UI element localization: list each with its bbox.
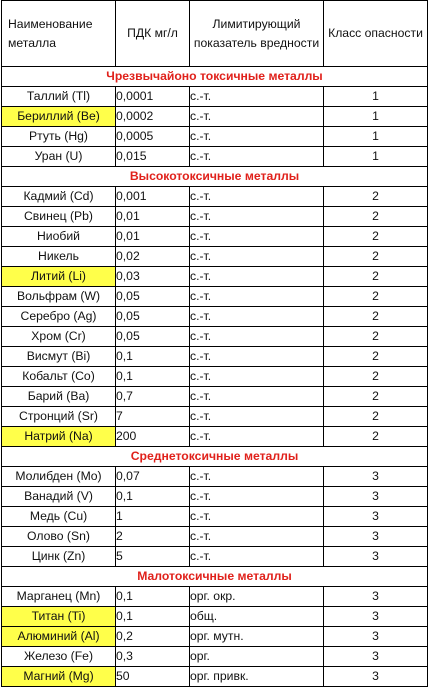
- table-row: [2, 87, 428, 107]
- table-body: [2, 67, 428, 687]
- table-row: [2, 467, 428, 487]
- pdk-cell: 0,2: [116, 627, 190, 647]
- hazard-class-cell: 2: [324, 427, 428, 447]
- table-row: [2, 327, 428, 347]
- pdk-cell: 7: [116, 407, 190, 427]
- table-row: [2, 487, 428, 507]
- pdk-cell: 0,001: [116, 187, 190, 207]
- limiting-indicator-cell: с.-т.: [190, 227, 324, 247]
- group-title: Высокотоксичные металлы: [2, 167, 428, 187]
- header-row: [2, 1, 428, 67]
- hazard-class-cell: 3: [324, 587, 428, 607]
- pdk-cell: 0,01: [116, 207, 190, 227]
- limiting-indicator-cell: с.-т.: [190, 527, 324, 547]
- hazard-class-cell: 3: [324, 627, 428, 647]
- table-row: [2, 527, 428, 547]
- table-row: [2, 587, 428, 607]
- hazard-class-cell: 2: [324, 367, 428, 387]
- pdk-cell: 0,05: [116, 307, 190, 327]
- limiting-indicator-cell: с.-т.: [190, 507, 324, 527]
- group-title: Чрезвычайоно токсичные металлы: [2, 67, 428, 87]
- table-row: [2, 667, 428, 687]
- limiting-indicator-cell: с.-т.: [190, 87, 324, 107]
- metal-name-cell: Титан (Ti): [2, 607, 116, 627]
- hazard-class-cell: 2: [324, 327, 428, 347]
- table-row: [2, 267, 428, 287]
- limiting-indicator-cell: с.-т.: [190, 207, 324, 227]
- pdk-cell: 0,015: [116, 147, 190, 167]
- limiting-indicator-cell: с.-т.: [190, 127, 324, 147]
- limiting-indicator-cell: с.-т.: [190, 407, 324, 427]
- metal-name-cell: Никель: [2, 247, 116, 267]
- metal-name-cell: Магний (Mg): [2, 667, 116, 687]
- limiting-indicator-cell: с.-т.: [190, 287, 324, 307]
- group-title: Малотоксичные металлы: [2, 567, 428, 587]
- header-hazard-class: Класс опасности: [324, 1, 428, 67]
- hazard-class-cell: 2: [324, 267, 428, 287]
- hazard-class-cell: 1: [324, 147, 428, 167]
- limiting-indicator-cell: с.-т.: [190, 387, 324, 407]
- metal-name-cell: Барий (Ba): [2, 387, 116, 407]
- table-row: [2, 367, 428, 387]
- table-row: [2, 147, 428, 167]
- limiting-indicator-cell: с.-т.: [190, 427, 324, 447]
- metal-name-cell: Кадмий (Cd): [2, 187, 116, 207]
- metals-table: [1, 0, 428, 687]
- metal-name-cell: Молибден (Mo): [2, 467, 116, 487]
- limiting-indicator-cell: с.-т.: [190, 347, 324, 367]
- group-row: [2, 447, 428, 467]
- pdk-cell: 0,0002: [116, 107, 190, 127]
- pdk-cell: 0,05: [116, 327, 190, 347]
- metal-name-cell: Бериллий (Be): [2, 107, 116, 127]
- metal-name-cell: Свинец (Pb): [2, 207, 116, 227]
- pdk-cell: 0,0005: [116, 127, 190, 147]
- pdk-cell: 0,1: [116, 367, 190, 387]
- metal-name-cell: Уран (U): [2, 147, 116, 167]
- hazard-class-cell: 3: [324, 467, 428, 487]
- hazard-class-cell: 3: [324, 607, 428, 627]
- pdk-cell: 2: [116, 527, 190, 547]
- hazard-class-cell: 2: [324, 287, 428, 307]
- hazard-class-cell: 2: [324, 387, 428, 407]
- table-row: [2, 107, 428, 127]
- pdk-cell: 1: [116, 507, 190, 527]
- pdk-cell: 0,7: [116, 387, 190, 407]
- metal-name-cell: Висмут (Bi): [2, 347, 116, 367]
- table-row: [2, 407, 428, 427]
- table-row: [2, 227, 428, 247]
- header-limiting-indicator: Лимитирующий показатель вредности: [190, 1, 324, 67]
- hazard-class-cell: 2: [324, 307, 428, 327]
- limiting-indicator-cell: с.-т.: [190, 547, 324, 567]
- table-row: [2, 187, 428, 207]
- pdk-cell: 0,02: [116, 247, 190, 267]
- limiting-indicator-cell: с.-т.: [190, 267, 324, 287]
- limiting-indicator-cell: с.-т.: [190, 107, 324, 127]
- metal-name-cell: Хром (Cr): [2, 327, 116, 347]
- pdk-cell: 0,1: [116, 607, 190, 627]
- pdk-cell: 0,1: [116, 487, 190, 507]
- metal-name-cell: Медь (Cu): [2, 507, 116, 527]
- table-row: [2, 347, 428, 367]
- limiting-indicator-cell: орг. привк.: [190, 667, 324, 687]
- table-row: [2, 627, 428, 647]
- table-row: [2, 547, 428, 567]
- limiting-indicator-cell: орг.: [190, 647, 324, 667]
- limiting-indicator-cell: с.-т.: [190, 487, 324, 507]
- group-row: [2, 567, 428, 587]
- header-metal-name: Наименование металла: [2, 1, 116, 67]
- metal-name-cell: Вольфрам (W): [2, 287, 116, 307]
- hazard-class-cell: 3: [324, 667, 428, 687]
- pdk-cell: 0,01: [116, 227, 190, 247]
- hazard-class-cell: 1: [324, 127, 428, 147]
- pdk-cell: 0,1: [116, 587, 190, 607]
- limiting-indicator-cell: с.-т.: [190, 247, 324, 267]
- metal-name-cell: Таллий (Tl): [2, 87, 116, 107]
- hazard-class-cell: 2: [324, 407, 428, 427]
- metal-name-cell: Кобальт (Co): [2, 367, 116, 387]
- pdk-cell: 0,3: [116, 647, 190, 667]
- metal-name-cell: Цинк (Zn): [2, 547, 116, 567]
- limiting-indicator-cell: с.-т.: [190, 187, 324, 207]
- pdk-cell: 0,0001: [116, 87, 190, 107]
- group-row: [2, 167, 428, 187]
- table-row: [2, 207, 428, 227]
- pdk-cell: 0,03: [116, 267, 190, 287]
- metal-name-cell: Литий (Li): [2, 267, 116, 287]
- metal-name-cell: Олово (Sn): [2, 527, 116, 547]
- hazard-class-cell: 2: [324, 187, 428, 207]
- limiting-indicator-cell: орг. мутн.: [190, 627, 324, 647]
- limiting-indicator-cell: с.-т.: [190, 147, 324, 167]
- hazard-class-cell: 3: [324, 487, 428, 507]
- metal-name-cell: Ванадий (V): [2, 487, 116, 507]
- hazard-class-cell: 1: [324, 107, 428, 127]
- pdk-cell: 0,1: [116, 347, 190, 367]
- limiting-indicator-cell: с.-т.: [190, 367, 324, 387]
- table-row: [2, 127, 428, 147]
- metal-name-cell: Стронций (Sr): [2, 407, 116, 427]
- table-row: [2, 507, 428, 527]
- hazard-class-cell: 1: [324, 87, 428, 107]
- table-row: [2, 307, 428, 327]
- group-row: [2, 67, 428, 87]
- table-header: [2, 1, 428, 67]
- limiting-indicator-cell: общ.: [190, 607, 324, 627]
- hazard-class-cell: 3: [324, 527, 428, 547]
- hazard-class-cell: 2: [324, 207, 428, 227]
- limiting-indicator-cell: с.-т.: [190, 467, 324, 487]
- metal-name-cell: Железо (Fe): [2, 647, 116, 667]
- pdk-cell: 0,07: [116, 467, 190, 487]
- limiting-indicator-cell: орг. окр.: [190, 587, 324, 607]
- hazard-class-cell: 2: [324, 347, 428, 367]
- table-row: [2, 387, 428, 407]
- pdk-cell: 5: [116, 547, 190, 567]
- hazard-class-cell: 3: [324, 507, 428, 527]
- metal-name-cell: Натрий (Na): [2, 427, 116, 447]
- metal-name-cell: Ниобий: [2, 227, 116, 247]
- metal-name-cell: Алюминий (Al): [2, 627, 116, 647]
- table-row: [2, 247, 428, 267]
- header-pdk: ПДК мг/л: [116, 1, 190, 67]
- hazard-class-cell: 3: [324, 547, 428, 567]
- limiting-indicator-cell: с.-т.: [190, 307, 324, 327]
- pdk-cell: 0,05: [116, 287, 190, 307]
- pdk-cell: 50: [116, 667, 190, 687]
- hazard-class-cell: 3: [324, 647, 428, 667]
- limiting-indicator-cell: с.-т.: [190, 327, 324, 347]
- metal-name-cell: Ртуть (Hg): [2, 127, 116, 147]
- table-row: [2, 607, 428, 627]
- table-row: [2, 287, 428, 307]
- table-row: [2, 647, 428, 667]
- pdk-cell: 200: [116, 427, 190, 447]
- table-row: [2, 427, 428, 447]
- hazard-class-cell: 2: [324, 247, 428, 267]
- metal-name-cell: Серебро (Ag): [2, 307, 116, 327]
- hazard-class-cell: 2: [324, 227, 428, 247]
- metal-name-cell: Марганец (Mn): [2, 587, 116, 607]
- group-title: Среднетоксичные металлы: [2, 447, 428, 467]
